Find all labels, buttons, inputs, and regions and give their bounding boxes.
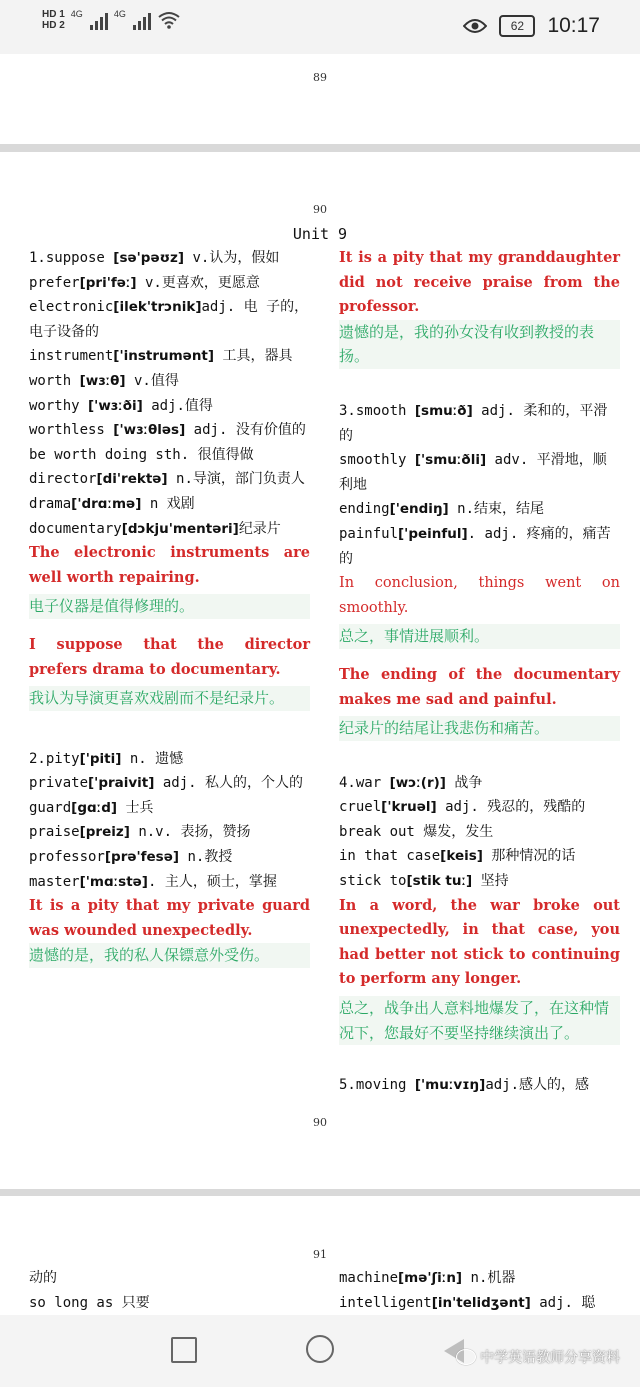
next-page-right-column (339, 1266, 620, 1315)
vocab-line: 4.war [wɔː(r)] 战争 (339, 774, 483, 791)
vocab-line: stick to[stik tuː] 坚持 (339, 873, 509, 890)
network-type: 4G (113, 9, 126, 19)
vocab-line: ending['endiŋ] n.结束，结尾 (339, 501, 545, 518)
example-sentence: The ending of the documentary makes me sad and painful. (339, 665, 620, 708)
page-number: 91 (313, 1248, 327, 1261)
example-translation: 总之，战争出人意料地爆发了，在这种情况下，您最好不要坚持继续演出了。 (339, 996, 620, 1045)
vocab-line: master['mɑːstə]. 主人，硕士，掌握 (29, 873, 277, 890)
wechat-icon (456, 1349, 476, 1365)
vocab-line: 动的 (29, 1270, 57, 1286)
right-column (339, 246, 620, 1098)
vocab-line: so long as 只要 (29, 1294, 150, 1311)
vocab-line: break out 爆发，发生 (339, 823, 494, 840)
vocab-line: guard[gɑːd] 士兵 (29, 799, 154, 816)
eye-icon (463, 18, 487, 34)
wifi-icon (157, 11, 181, 29)
vocab-line: worthy ['wɜːði] adj.值得 (29, 397, 213, 414)
vocab-line: in that case[keis] 那种情况的话 (339, 848, 576, 865)
example-translation: 我认为导演更喜欢戏剧而不是纪录片。 (29, 686, 310, 711)
example-translation: 总之，事情进展顺利。 (339, 624, 620, 649)
next-page-left-column (29, 1266, 310, 1315)
vocab-line: 2.pity['piti] n. 遗憾 (29, 750, 184, 767)
left-column (29, 246, 310, 968)
vocab-line: documentary[dɔkju'mentəri]纪录片 (29, 520, 281, 537)
vocab-line: intelligent[in'telidʒənt] adj. 聪 (339, 1294, 596, 1311)
hd-indicator: HD 1 HD 2 (42, 9, 65, 31)
vocab-line: drama['drɑːmə] n 戏剧 (29, 495, 195, 512)
status-bar (0, 0, 640, 54)
vocab-line: electronic[ilek'trɔnik]adj. 电 子的，电子设备的 (29, 299, 309, 340)
vocab-line: be worth doing sth. 很值得做 (29, 446, 254, 463)
vocab-line: smoothly ['smuːðli] adv. 平滑地，顺利地 (339, 452, 607, 493)
example-sentence: In conclusion, things went on smoothly. (339, 575, 620, 616)
page-separator (0, 144, 640, 152)
vocab-line: professor[prə'fesə] n.教授 (29, 849, 233, 866)
example-sentence: In a word, the war broke out unexpectedly, in that case, you had better not stick to continuing to perform any longer. (339, 896, 620, 988)
example-translation: 纪录片的结尾让我悲伤和痛苦。 (339, 716, 620, 741)
vocab-line: instrument['instrumənt] 工具，器具 (29, 348, 293, 365)
example-sentence: It is a pity that my granddaughter did not receive praise from the professor. (339, 249, 620, 316)
vocab-line: cruel['kruəl] adj. 残忍的，残酷的 (339, 799, 586, 816)
example-sentence: I suppose that the director prefers drama to documentary. (29, 635, 310, 678)
example-sentence: The electronic instruments are well worth repairing. (29, 544, 310, 586)
vocab-line: 5.moving ['muːvɪŋ]adj.感人的，感 (339, 1077, 590, 1094)
example-translation: 遗憾的是，我的私人保镖意外受伤。 (29, 943, 310, 968)
unit-title: Unit 9 (292, 225, 348, 243)
vocab-line: worth [wɜːθ] v.值得 (29, 372, 179, 389)
vocab-line: prefer[pri'fəː] v.更喜欢，更愿意 (29, 274, 260, 291)
page-number: 90 (313, 1116, 327, 1129)
signal-icon (133, 10, 151, 30)
example-translation: 电子仪器是值得修理的。 (29, 594, 310, 619)
watermark: 中学英语教师分享资料 (456, 1347, 620, 1367)
home-icon[interactable] (306, 1335, 334, 1363)
battery-icon: 62 (499, 15, 535, 37)
vocab-line: 1.suppose [sə'pəʊz] v.认为，假如 (29, 250, 280, 266)
vocab-line: private['praivit] adj. 私人的，个人的 (29, 775, 304, 792)
example-sentence: It is a pity that my private guard was wounded unexpectedly. (29, 897, 310, 939)
vocab-line: director[di'rektə] n.导演，部门负责人 (29, 471, 305, 488)
example-translation: 遗憾的是，我的孙女没有收到教授的表扬。 (339, 320, 620, 369)
page-number: 89 (313, 71, 327, 84)
page-separator (0, 1189, 640, 1196)
network-type: 4G (70, 9, 83, 19)
page-number: 90 (313, 203, 327, 216)
vocab-line: machine[mə'ʃiːn] n.机器 (339, 1270, 516, 1286)
vocab-line: praise[preiz] n.v. 表扬，赞扬 (29, 824, 251, 841)
vocab-line: 3.smooth [smuːð] adj. 柔和的，平滑的 (339, 402, 608, 444)
vocab-line: painful['peinful]. adj. 疼痛的，痛苦的 (339, 525, 611, 567)
recent-apps-icon[interactable] (171, 1337, 197, 1363)
signal-icon (90, 10, 108, 30)
navigation-bar (0, 1315, 640, 1387)
vocab-line: worthless ['wɜːθləs] adj. 没有价值的 (29, 422, 306, 439)
clock: 10:17 (547, 14, 600, 37)
